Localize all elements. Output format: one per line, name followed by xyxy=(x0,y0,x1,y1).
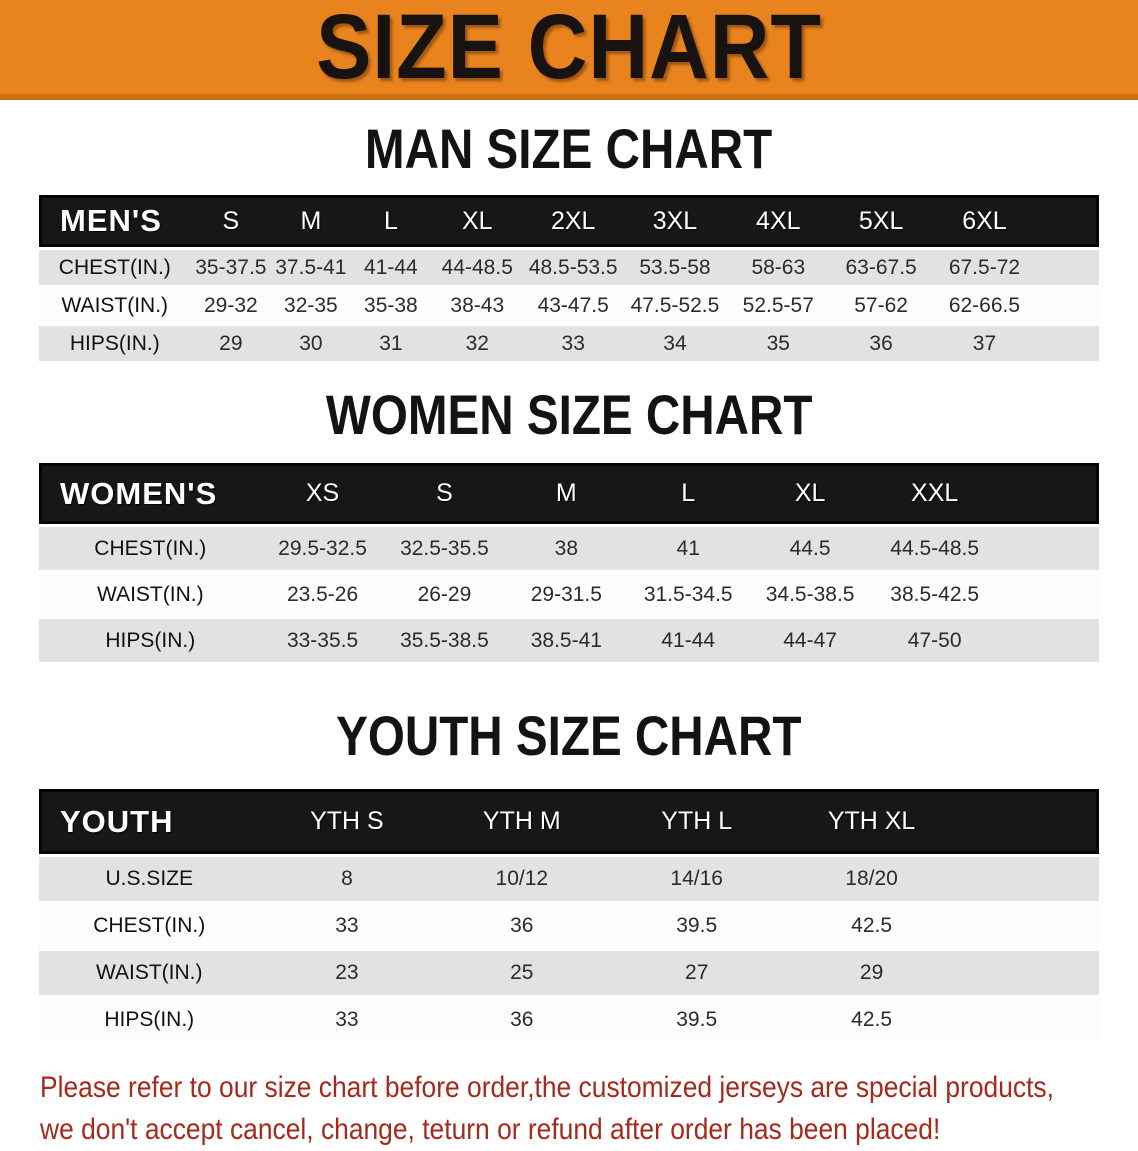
size-column-header: S xyxy=(191,195,272,247)
row-filler xyxy=(1036,326,1099,361)
size-column-header: L xyxy=(351,195,432,247)
size-value-cell: 35.5-38.5 xyxy=(384,619,506,662)
measurement-row xyxy=(39,527,1099,570)
disclaimer-line-2: we don't accept cancel, change, teturn or refund after order has been placed! xyxy=(40,1113,941,1146)
size-value-cell: 42.5 xyxy=(784,904,959,948)
size-value-cell: 31.5-34.5 xyxy=(627,573,749,616)
size-value-cell: 37 xyxy=(933,326,1037,361)
men-section-heading-text: MAN SIZE CHART xyxy=(365,117,773,180)
size-column-header: YTH L xyxy=(609,789,784,854)
youth-section-heading-text: YOUTH SIZE CHART xyxy=(336,704,802,767)
size-value-cell: 38.5-41 xyxy=(505,619,627,662)
men-size-table xyxy=(39,192,1099,364)
size-column-header: XL xyxy=(431,195,523,247)
size-column-header: XXL xyxy=(871,463,998,524)
measurement-row-label: HIPS(IN.) xyxy=(39,326,191,361)
size-column-header: M xyxy=(271,195,351,247)
size-value-cell: 10/12 xyxy=(434,857,609,901)
size-value-cell: 42.5 xyxy=(784,998,959,1042)
size-value-cell: 33 xyxy=(259,998,434,1042)
size-value-cell: 29-32 xyxy=(191,288,272,323)
row-filler xyxy=(1036,250,1099,285)
size-value-cell: 48.5-53.5 xyxy=(523,250,623,285)
size-value-cell: 38.5-42.5 xyxy=(871,573,998,616)
measurement-row-label: CHEST(IN.) xyxy=(39,527,262,570)
measurement-row-label: CHEST(IN.) xyxy=(39,904,259,948)
order-disclaimer xyxy=(40,1067,1138,1151)
size-value-cell: 27 xyxy=(609,951,784,995)
row-filler xyxy=(998,527,1099,570)
row-filler xyxy=(998,619,1099,662)
row-filler xyxy=(959,857,1099,901)
size-value-cell: 23 xyxy=(259,951,434,995)
size-value-cell: 57-62 xyxy=(830,288,933,323)
size-value-cell: 29 xyxy=(784,951,959,995)
size-value-cell: 38-43 xyxy=(431,288,523,323)
size-column-header: 6XL xyxy=(933,195,1037,247)
size-value-cell: 29-31.5 xyxy=(505,573,627,616)
size-value-cell: 36 xyxy=(434,904,609,948)
size-column-header: L xyxy=(627,463,749,524)
size-column-header: 5XL xyxy=(830,195,933,247)
measurement-row xyxy=(39,998,1099,1042)
youth-section-heading xyxy=(0,704,1138,767)
disclaimer-line-1: Please refer to our size chart before order,the customized jerseys are special products, xyxy=(40,1071,1054,1104)
size-value-cell: 41 xyxy=(627,527,749,570)
size-value-cell: 41-44 xyxy=(627,619,749,662)
size-value-cell: 36 xyxy=(434,998,609,1042)
size-value-cell: 35-37.5 xyxy=(191,250,272,285)
size-value-cell: 62-66.5 xyxy=(933,288,1037,323)
measurement-row-label: CHEST(IN.) xyxy=(39,250,191,285)
measurement-row-label: WAIST(IN.) xyxy=(39,288,191,323)
men-section-heading xyxy=(0,117,1138,180)
row-filler xyxy=(959,904,1099,948)
measurement-row xyxy=(39,619,1099,662)
measurement-row xyxy=(39,951,1099,995)
size-value-cell: 23.5-26 xyxy=(262,573,384,616)
size-value-cell: 29.5-32.5 xyxy=(262,527,384,570)
row-filler xyxy=(1036,288,1099,323)
row-filler xyxy=(959,951,1099,995)
size-value-cell: 34 xyxy=(623,326,727,361)
size-value-cell: 14/16 xyxy=(609,857,784,901)
size-value-cell: 37.5-41 xyxy=(271,250,351,285)
size-value-cell: 39.5 xyxy=(609,998,784,1042)
size-column-header: M xyxy=(505,463,627,524)
women-section-heading xyxy=(0,383,1138,446)
size-value-cell: 44.5 xyxy=(749,527,871,570)
measurement-row xyxy=(39,573,1099,616)
header-filler xyxy=(959,789,1099,854)
measurement-row-label: WAIST(IN.) xyxy=(39,573,262,616)
table-corner-label: YOUTH xyxy=(39,789,259,854)
measurement-row xyxy=(39,904,1099,948)
size-chart-banner xyxy=(0,0,1138,100)
size-column-header: YTH M xyxy=(434,789,609,854)
size-value-cell: 44-48.5 xyxy=(431,250,523,285)
size-value-cell: 25 xyxy=(434,951,609,995)
size-value-cell: 35-38 xyxy=(351,288,432,323)
size-value-cell: 8 xyxy=(259,857,434,901)
women-section-heading-text: WOMEN SIZE CHART xyxy=(325,383,813,446)
measurement-row xyxy=(39,326,1099,361)
measurement-row-label: WAIST(IN.) xyxy=(39,951,259,995)
size-value-cell: 58-63 xyxy=(727,250,830,285)
size-value-cell: 44.5-48.5 xyxy=(871,527,998,570)
size-column-header: XS xyxy=(262,463,384,524)
women-size-table xyxy=(39,460,1099,665)
size-value-cell: 33 xyxy=(523,326,623,361)
size-column-header: 4XL xyxy=(727,195,830,247)
size-value-cell: 39.5 xyxy=(609,904,784,948)
size-column-header: YTH XL xyxy=(784,789,959,854)
size-value-cell: 33 xyxy=(259,904,434,948)
size-column-header: 2XL xyxy=(523,195,623,247)
size-value-cell: 67.5-72 xyxy=(933,250,1037,285)
measurement-row xyxy=(39,288,1099,323)
size-value-cell: 63-67.5 xyxy=(830,250,933,285)
size-value-cell: 34.5-38.5 xyxy=(749,573,871,616)
size-value-cell: 41-44 xyxy=(351,250,432,285)
size-column-header: 3XL xyxy=(623,195,727,247)
table-corner-label: WOMEN'S xyxy=(39,463,262,524)
size-value-cell: 32.5-35.5 xyxy=(384,527,506,570)
size-column-header: XL xyxy=(749,463,871,524)
size-value-cell: 43-47.5 xyxy=(523,288,623,323)
row-filler xyxy=(998,573,1099,616)
size-value-cell: 32-35 xyxy=(271,288,351,323)
measurement-row-label: U.S.SIZE xyxy=(39,857,259,901)
size-header-row xyxy=(39,789,1099,854)
size-value-cell: 35 xyxy=(727,326,830,361)
size-value-cell: 33-35.5 xyxy=(262,619,384,662)
size-value-cell: 18/20 xyxy=(784,857,959,901)
header-filler xyxy=(1036,195,1099,247)
size-value-cell: 38 xyxy=(505,527,627,570)
size-value-cell: 26-29 xyxy=(384,573,506,616)
header-filler xyxy=(998,463,1099,524)
size-value-cell: 47.5-52.5 xyxy=(623,288,727,323)
size-value-cell: 53.5-58 xyxy=(623,250,727,285)
size-column-header: S xyxy=(384,463,506,524)
size-value-cell: 31 xyxy=(351,326,432,361)
measurement-row xyxy=(39,857,1099,901)
size-value-cell: 47-50 xyxy=(871,619,998,662)
size-value-cell: 29 xyxy=(191,326,272,361)
size-value-cell: 44-47 xyxy=(749,619,871,662)
measurement-row xyxy=(39,250,1099,285)
table-corner-label: MEN'S xyxy=(39,195,191,247)
size-chart-title: SIZE CHART xyxy=(316,0,822,98)
youth-size-table xyxy=(39,786,1099,1045)
size-header-row xyxy=(39,195,1099,247)
size-header-row xyxy=(39,463,1099,524)
measurement-row-label: HIPS(IN.) xyxy=(39,998,259,1042)
size-column-header: YTH S xyxy=(259,789,434,854)
size-value-cell: 52.5-57 xyxy=(727,288,830,323)
size-value-cell: 30 xyxy=(271,326,351,361)
size-value-cell: 36 xyxy=(830,326,933,361)
measurement-row-label: HIPS(IN.) xyxy=(39,619,262,662)
size-value-cell: 32 xyxy=(431,326,523,361)
row-filler xyxy=(959,998,1099,1042)
